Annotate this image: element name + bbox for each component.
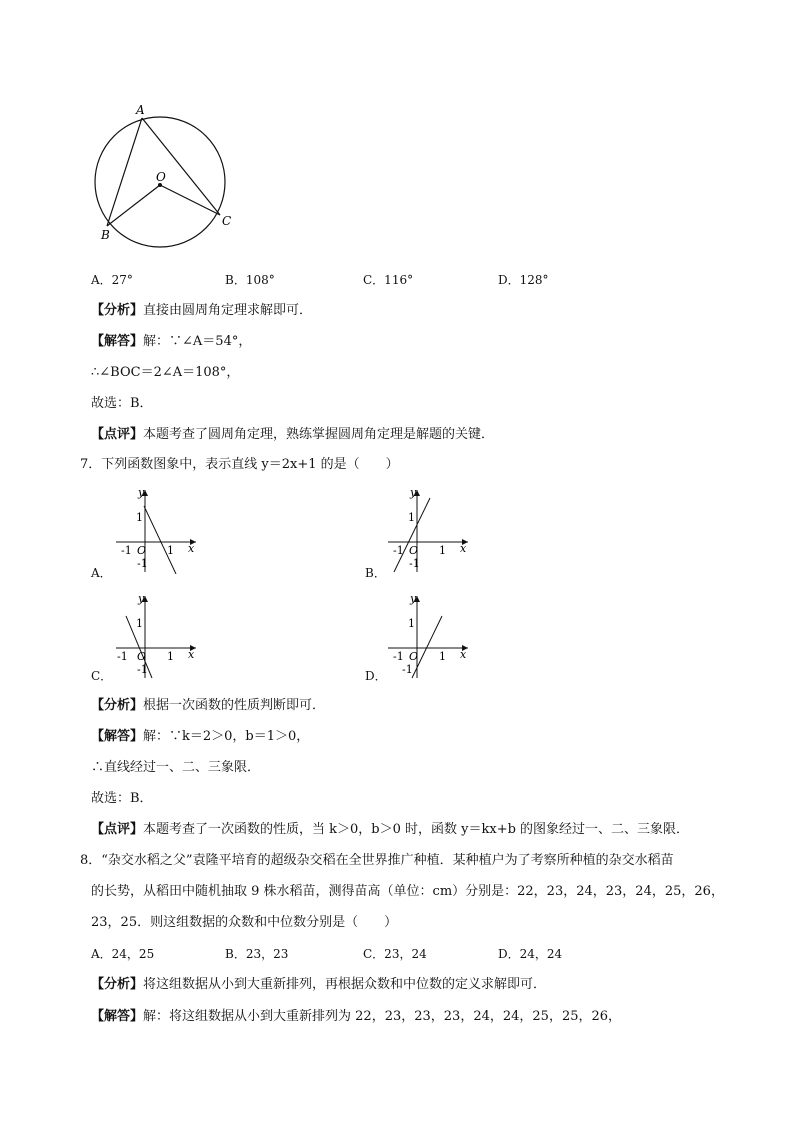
analysis-text: 根据一次函数的性质判断即可． [143, 698, 326, 713]
circle-figure [85, 100, 245, 250]
q8-stem-line1: 8．“杂交水稻之父”袁隆平培育的超级杂交稻在全世界推广种植．某种植户为了考察所种植的杂交水稻苗 [80, 853, 674, 868]
q7-stem: 7．下列函数图象中，表示直线 y＝2x+1 的是（ ） [80, 457, 399, 472]
radius-ob [107, 185, 160, 226]
svg-text:1: 1 [136, 511, 143, 524]
radius-oc [160, 185, 220, 215]
svg-text:-1: -1 [121, 544, 132, 557]
svg-text:O: O [137, 544, 147, 557]
q6-comment [91, 426, 494, 444]
label-a: A [136, 103, 145, 117]
q6-option-b: B．108° [225, 273, 275, 287]
analysis-tag: 【分析】 [91, 977, 144, 992]
q8-option-c: C．23，24 [363, 947, 427, 961]
chord-ab [107, 118, 142, 226]
q8-solution [91, 1008, 621, 1026]
label-c: C [222, 214, 232, 228]
solution-tag: 【解答】 [91, 729, 144, 744]
svg-text:x: x [460, 648, 467, 661]
label-o: O [156, 170, 166, 184]
q8-stem-line2: 的长势，从稻田中随机抽取 9 株水稻苗，测得苗高（单位：cm）分别是：22，23，24，23，24，25，26， [91, 884, 724, 899]
q6-solution [91, 333, 251, 351]
q8-option-b: B．23，23 [225, 947, 289, 961]
svg-text:x: x [460, 542, 467, 555]
svg-text:1: 1 [439, 650, 446, 663]
svg-text:1: 1 [167, 544, 174, 557]
graph-a-line [144, 506, 176, 574]
svg-text:O: O [409, 544, 419, 557]
svg-text:-1: -1 [137, 663, 148, 676]
q8-option-a: A．24，25 [91, 947, 155, 961]
analysis-text: 将这组数据从小到大重新排列，再根据众数和中位数的定义求解即可． [143, 977, 547, 992]
solution-text: 解：将这组数据从小到大重新排列为 22，23，23，23，24，24，25，25，26， [143, 1009, 622, 1024]
comment-text: 本题考查了圆周角定理，熟练掌握圆周角定理是解题的关键． [143, 427, 495, 442]
q7-comment [91, 821, 689, 839]
q7-option-c: C． [91, 669, 113, 683]
graph-c [112, 590, 202, 680]
q6-option-c: C．116° [363, 273, 414, 287]
svg-text:1: 1 [136, 617, 143, 630]
svg-text:y: y [138, 486, 145, 499]
analysis-tag: 【分析】 [91, 303, 144, 318]
q7-analysis [91, 697, 325, 715]
q6-option-a: A．27° [91, 273, 133, 287]
q6-solution-line2: ∴∠BOC＝2∠A＝108°， [91, 365, 240, 380]
graph-a [112, 484, 202, 574]
svg-text:-1: -1 [137, 557, 148, 570]
q7-option-a: A． [91, 566, 112, 580]
svg-text:1: 1 [439, 544, 446, 557]
svg-text:O: O [137, 650, 147, 663]
svg-text:1: 1 [408, 617, 415, 630]
q7-solution-line2: ∴直线经过一、二、三象限． [91, 760, 261, 775]
q7-option-d: D． [365, 669, 387, 683]
analysis-tag: 【分析】 [91, 698, 144, 713]
q7-choice: 故选：B． [91, 791, 153, 806]
svg-text:-1: -1 [402, 663, 413, 676]
q8-analysis [91, 976, 546, 994]
svg-text:-1: -1 [117, 650, 128, 663]
svg-text:1: 1 [167, 650, 174, 663]
svg-text:O: O [409, 650, 419, 663]
solution-tag: 【解答】 [91, 334, 144, 349]
q6-analysis [91, 302, 312, 320]
solution-text: 解：∵∠A＝54°， [143, 334, 252, 349]
svg-text:-1: -1 [409, 557, 420, 570]
graph-d [384, 590, 474, 680]
label-b: B [101, 228, 110, 242]
q8-stem-line3: 23，25．则这组数据的众数和中位数分别是（ ） [91, 915, 398, 930]
svg-text:y: y [138, 592, 145, 605]
svg-text:-1: -1 [393, 544, 404, 557]
comment-tag: 【点评】 [91, 427, 144, 442]
q8-option-d: D．24，24 [498, 947, 563, 961]
analysis-text: 直接由圆周角定理求解即可． [143, 303, 313, 318]
svg-text:x: x [188, 648, 195, 661]
comment-text: 本题考查了一次函数的性质，当 k＞0，b＞0 时，函数 y＝kx+b 的图象经过一、二、三象限． [143, 822, 690, 837]
svg-text:y: y [410, 592, 417, 605]
q7-solution [91, 728, 309, 746]
solution-text: 解：∵k＝2＞0，b＝1＞0， [143, 729, 310, 744]
chord-ac [142, 118, 220, 215]
svg-text:-1: -1 [393, 650, 404, 663]
q7-option-b: B． [365, 566, 386, 580]
svg-text:1: 1 [408, 511, 415, 524]
comment-tag: 【点评】 [91, 822, 144, 837]
q6-choice: 故选：B． [91, 396, 153, 411]
svg-text:y: y [410, 486, 417, 499]
graph-b [384, 484, 474, 574]
solution-tag: 【解答】 [91, 1009, 144, 1024]
q6-option-d: D．128° [498, 273, 549, 287]
svg-text:x: x [188, 542, 195, 555]
